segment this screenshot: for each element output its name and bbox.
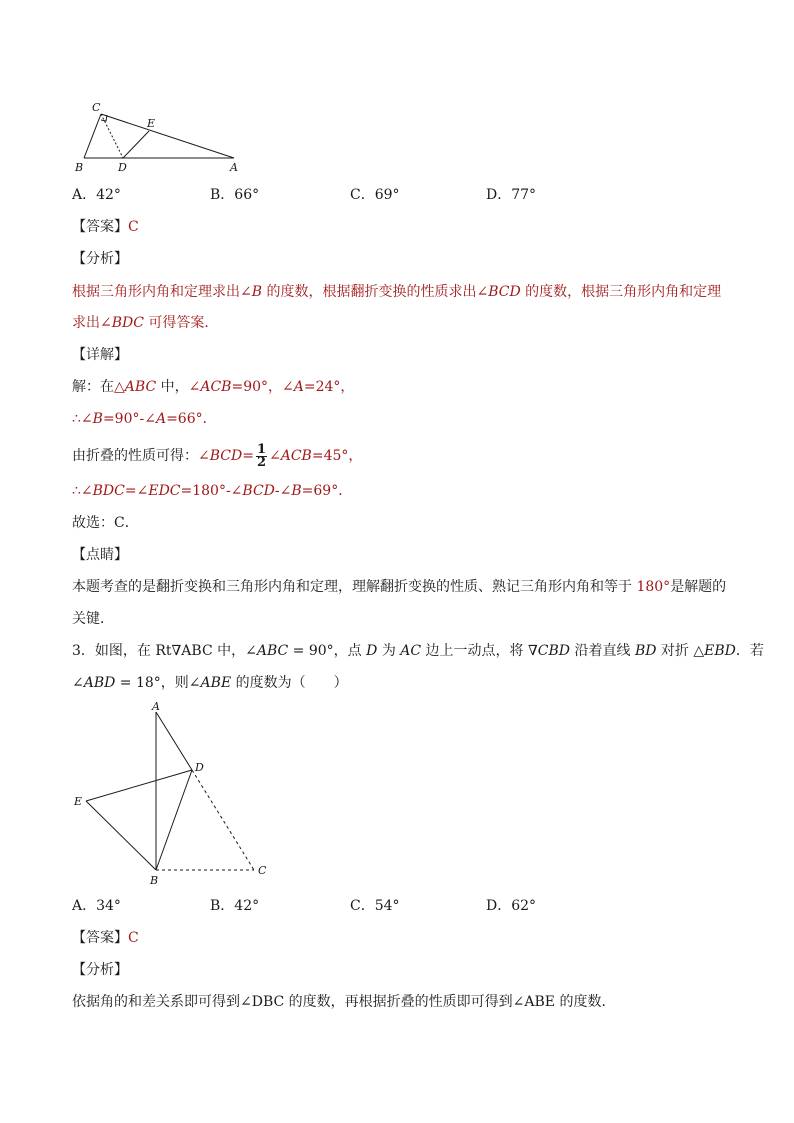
q2-detail-l3-a1: ∠ (198, 448, 210, 464)
q2-seg-bc (84, 114, 101, 158)
q2-detail-l3-num: 1 (256, 441, 266, 457)
q2-comment-l1-t1: 本题考查的是翻折变换和三角形内角和定理，理解翻折变换的性质、熟记三角形内角和等于 (72, 579, 637, 595)
q3-stem-l1-a4: 边上一动点，将 ∇ (421, 643, 538, 659)
q2-detail-l2-v2: A (155, 411, 167, 427)
q2-detail-l1-t2: 中， (156, 379, 189, 395)
q2-analysis-line1 (72, 282, 721, 302)
q2-option-d[interactable]: D．77° (486, 187, 537, 203)
q2-detail-line1 (72, 377, 354, 397)
q3-stem-l1-a1: ∠ (245, 643, 257, 659)
q3-answer-value: C (128, 930, 139, 946)
q2-detail-l3-fraction (256, 441, 267, 470)
q2-answer (72, 217, 139, 237)
q3-fold-figure (70, 698, 280, 890)
q2-comment-line1 (72, 577, 726, 597)
q3-stem-l1-v3: AC (400, 643, 422, 659)
q3-stem-l2-a2: = 18°，则∠ (115, 675, 201, 691)
q2-analysis-l1-t2: 的度数，根据翻折变换的性质求出∠ (262, 284, 489, 300)
q2-detail-line3 (72, 443, 362, 469)
q3-stem-l1-v4: CBD (537, 643, 571, 659)
q3-stem-l1-v1: ABC (256, 643, 289, 659)
q3-analysis-title: 【分析】 (72, 962, 128, 978)
q2-comment-line2: 关键． (72, 611, 114, 627)
q3-option-a[interactable]: A．34° (72, 898, 121, 914)
q2-seg-ca (101, 114, 234, 158)
q2-detail-l4-t1: ∴∠ (72, 483, 93, 499)
q2-detail-l1-tri: △ (114, 379, 125, 395)
q3-answer-title: 【答案】 (72, 930, 128, 946)
q3-stem-l1-v2: D (366, 643, 378, 659)
q3-stem-l1-v6: EBD (704, 643, 736, 659)
q2-comment-l1-t2: 是解题的 (670, 579, 727, 595)
q3-seg-eb (86, 801, 156, 870)
q3-label-e: E (74, 795, 83, 808)
q2-detail-l4-v2: EDC (148, 483, 181, 499)
q2-option-b[interactable]: B．66° (210, 187, 260, 203)
q2-comment-title: 【点睛】 (72, 547, 128, 563)
q3-stem-line1 (72, 641, 764, 661)
q2-analysis-line2 (72, 313, 218, 333)
q3-stem-l2-a3: 的度数为（ ） (231, 675, 348, 691)
q2-detail-l4-v4: B (291, 483, 302, 499)
q2-detail-l1-v2: ACB (200, 379, 232, 395)
q3-label-b: B (150, 874, 159, 887)
q3-label-a: A (152, 700, 160, 713)
q3-stem-l1-a2: = 90°，点 (288, 643, 367, 659)
q2-detail-l2-t3: =66°． (166, 411, 217, 427)
q2-detail-line2 (72, 409, 217, 429)
q2-detail-l4-v3: BCD (242, 483, 275, 499)
q2-detail-l3-den: 2 (256, 454, 266, 470)
q2-detail-l4-t5: =69°． (301, 483, 353, 499)
q2-detail-l3-a3: ∠ (269, 448, 281, 464)
q2-analysis-l1-t1: 根据三角形内角和定理求出∠ (72, 284, 252, 300)
q2-detail-title: 【详解】 (72, 347, 128, 363)
q3-seg-ed (86, 770, 192, 801)
q3-stem-l1-a6: 对折 △ (656, 643, 705, 659)
q2-detail-l2-v1: B (92, 411, 103, 427)
q2-seg-de (123, 131, 149, 158)
q2-comment-l1-v1: 180° (636, 579, 671, 595)
q2-detail-l4-t4: -∠ (274, 483, 292, 499)
q2-option-c[interactable]: C．69° (350, 187, 400, 203)
q2-detail-l4-t3: =180°-∠ (180, 483, 243, 499)
q3-seg-ad (156, 712, 192, 770)
q3-stem-l1-a7: ．若 (735, 643, 764, 659)
q3-option-c[interactable]: C．54° (350, 898, 400, 914)
q2-analysis-title: 【分析】 (72, 251, 128, 267)
q3-option-b[interactable]: B．42° (210, 898, 260, 914)
q2-detail-l1-v1: ABC (124, 379, 157, 395)
q3-option-d[interactable]: D．62° (486, 898, 537, 914)
q3-label-c: C (258, 864, 267, 877)
q3-label-d: D (195, 761, 204, 774)
q2-analysis-l1-t3: 的度数，根据三角形内角和定理 (520, 284, 722, 300)
q2-label-e: E (147, 117, 156, 130)
q2-analysis-l1-v1: B (251, 284, 263, 300)
q2-detail-l2-t2: =90°-∠ (102, 411, 156, 427)
q2-detail-l1-v3: A (293, 379, 304, 395)
q2-detail-l1-a3: ∠ (282, 379, 294, 395)
q2-detail-l4-t2: =∠ (124, 483, 149, 499)
q2-label-a: A (230, 161, 238, 174)
q3-seg-dc-dashed (192, 770, 254, 870)
q3-stem-l1-a5: 沿着直线 (570, 643, 635, 659)
q2-detail-line4 (72, 481, 352, 501)
q2-detail-l3-a4: =45°， (311, 448, 363, 464)
q3-answer (72, 928, 139, 948)
q3-stem-l1-t1: 3．如图，在 Rt∇ABC 中， (72, 643, 246, 659)
q2-detail-line5: 故选：C． (72, 515, 139, 531)
q2-detail-l3-t1: 由折叠的性质可得： (72, 448, 198, 464)
q2-detail-l4-v1: BDC (92, 483, 125, 499)
q2-detail-l1-a4: =24°， (303, 379, 355, 395)
q2-analysis-l2-t1: 求出∠ (72, 315, 112, 331)
q2-detail-l2-t1: ∴∠ (72, 411, 93, 427)
q2-label-c: C (92, 101, 101, 114)
q2-analysis-l1-v2: BCD (488, 284, 521, 300)
q2-detail-l1-a1: ∠ (188, 379, 201, 395)
q3-analysis-line1: 依据角的和差关系即可得到∠DBC 的度数，再根据折叠的性质即可得到∠ABE 的度数． (72, 994, 616, 1010)
q2-detail-l1-t1: 解：在 (72, 379, 114, 395)
q2-answer-title: 【答案】 (72, 219, 128, 235)
q3-stem-l1-a3: 为 (377, 643, 401, 659)
q2-label-b: B (75, 161, 84, 174)
q2-detail-l3-v1: BCD (209, 448, 243, 464)
q3-stem-l2-v1: ABD (83, 675, 116, 691)
q3-stem-l1-v5: BD (634, 643, 657, 659)
q2-analysis-l2-v1: BDC (111, 315, 144, 331)
q2-option-a[interactable]: A．42° (72, 187, 121, 203)
q2-detail-l3-a2: = (242, 448, 254, 464)
q3-seg-bd (156, 770, 192, 870)
q2-analysis-l2-t2: 可得答案． (143, 315, 219, 331)
q2-label-d: D (118, 161, 127, 174)
q3-stem-line2 (72, 673, 348, 693)
q2-triangle-figure (70, 98, 260, 178)
q3-stem-l2-v2: ABE (200, 675, 232, 691)
q3-stem-l2-a1: ∠ (72, 675, 84, 691)
q2-answer-value: C (128, 219, 139, 235)
q2-detail-l3-v2: ACB (280, 448, 312, 464)
q2-detail-l1-a2: =90°， (231, 379, 283, 395)
